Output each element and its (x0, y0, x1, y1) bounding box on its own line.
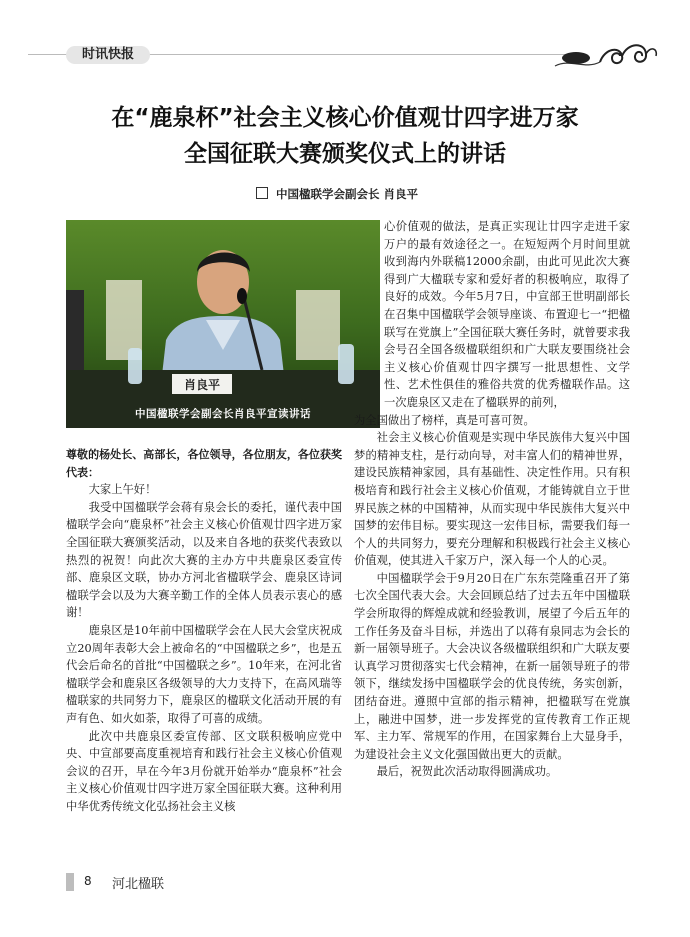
ornament-icon (550, 28, 660, 78)
paragraph: 心价值观的做法，是真正实现让廿四字走进千家万户的最有效途径之一。在短短两个月时间里就收到海内外联稿12000余副，由此可见此次大赛得到广大楹联专家和爱好者的积极响应，取得了良好的成效。今年5月7日，中宣部王世明副部长在召集中国楹联学会领导座谈、布置迎七一“把楹联写在党旗上”全国征联大赛任务时，就曾要求我会号召全国各级楹联组织和广大联友要围绕社会主义核心价值观廿四字撰写一批思想性、文学性、艺术性俱佳的雅俗共赏的优秀楹联作品。这一次鹿泉区又走在了楹联界的前列， (384, 220, 630, 409)
greeting-paragraph: 尊敬的杨处长、高部长，各位领导，各位朋友，各位获奖代表： (66, 448, 342, 479)
speaker-photo (66, 220, 380, 428)
nameplate-text: 肖良平 (183, 378, 220, 392)
article-photo (66, 220, 380, 428)
right-column-top (384, 218, 630, 412)
paragraph: 此次中共鹿泉区委宣传部、区文联积极响应党中央、中宣部要高度重视培育和践行社会主义核心价值观会议的召开，早在今年3月份就开始举办“鹿泉杯”社会主义核心价值观廿四字进万家全国征联大赛。这种利用中华优秀传统文化弘扬社会主义核 (66, 729, 342, 813)
journal-name: 河北楹联 (112, 877, 165, 892)
section-tag: 时讯快报 (66, 46, 150, 64)
article-title (40, 100, 650, 172)
title-line-1: 在“鹿泉杯”社会主义核心价值观廿四字进万家 (111, 105, 579, 131)
left-column (66, 446, 342, 815)
paragraph: 最后，祝贺此次活动取得圆满成功。 (376, 765, 558, 779)
byline-text: 中国楹联学会副会长 肖良平 (276, 187, 419, 201)
byline (256, 186, 616, 202)
title-line-2: 全国征联大赛颁奖仪式上的讲话 (184, 141, 506, 167)
footer-accent (66, 873, 74, 891)
paragraph: 鹿泉区是10年前中国楹联学会在人民大会堂庆祝成立20周年表彰大会上被命名的“中国楹联之乡”，也是五代会后命名的首批“中国楹联之乡”。10年来，在河北省楹联学会和鹿泉区各级领导的大力支持下，在高风瑞等楹联家的共同努力下，鹿泉区的楹联文化活动开展的有声有色、如火如荼，取得了可喜的成绩。 (66, 623, 342, 725)
byline-box-icon (256, 187, 268, 199)
paragraph: 为全国做出了榜样，真是可喜可贺。 (354, 413, 535, 427)
photo-caption: 中国楹联学会副会长肖良平宣读讲话 (135, 408, 311, 420)
right-column (354, 218, 630, 781)
page-number: 8 (84, 874, 92, 888)
paragraph: 中国楹联学会于9月20日在广东东莞隆重召开了第七次全国代表大会。大会回顾总结了过去五年中国楹联学会所取得的辉煌成就和经验教训，展望了今后五年的工作任务及奋斗目标，并选出了以蒋有泉同志为会长的新一届领导班子。大会决议各级楹联组织和广大联友要认真学习贯彻落实七代会精神，在新一届领导班子的带领下，继续发扬中国楹联学会的优良传统，务实创新，团结奋进。遵照中宣部的指示精神，把楹联写在党旗上，融进中国梦，进一步发挥党的宣传教育工作正规军、主力军、常规军的作用，在国家舞台上大显身手，为建设社会主义文化强国做出更大的贡献。 (354, 571, 630, 761)
paragraph: 大家上午好！ (88, 483, 157, 497)
paragraph: 社会主义核心价值观是实现中华民族伟大复兴中国梦的精神支柱，是行动向导，对丰富人们的精神世界，建设民族精神家园，具有基础性、决定性作用。只有积极培育和践行社会主义核心价值观，才能铸就自立于世界民族之林的中国精神，从而实现中华民族伟大复兴中国梦的宏伟目标。要实现这一宏伟目标，需要我们每一个人的共同努力，要充分理解和积极践行社会主义核心价值观，使其进入千家万户，深入每一个人的心灵。 (354, 431, 630, 568)
paragraph: 我受中国楹联学会蒋有泉会长的委托，谨代表中国楹联学会向“鹿泉杯”社会主义核心价值观廿四字进万家全国征联大赛颁奖活动，以及来自各地的获奖代表致以热烈的祝贺！向此次大赛的主办方中共鹿泉区委宣传部、鹿泉区文联，协办方河北省楹联学会、鹿泉区诗词楹联学会以及为大赛辛勤工作的全体人员表示衷心的感谢！ (66, 500, 342, 620)
